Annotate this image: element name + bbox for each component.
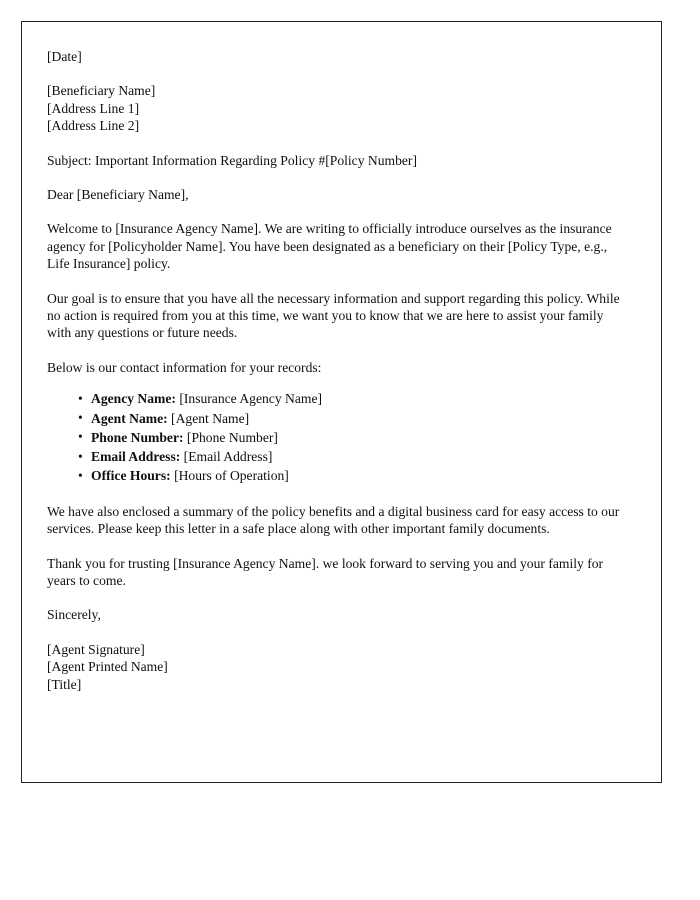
- letter-body: [22, 22, 661, 693]
- contact-value: [Agent Name]: [171, 410, 250, 426]
- recipient-name: [Beneficiary Name]: [47, 83, 156, 99]
- letter-page-frame: [21, 21, 662, 783]
- valediction: Sincerely,: [47, 607, 101, 623]
- subject-line: Subject: Important Information Regarding Policy #[Policy Number]: [47, 152, 417, 168]
- paragraph-welcome: Welcome to [Insurance Agency Name]. We are writing to officially introduce ourselves as the insurance agency for [Policyholder Name]. You have been designated as a beneficiary on their [Policy Type, e.g., Life Insurance] policy.: [47, 221, 612, 272]
- salutation: Dear [Beneficiary Name],: [47, 187, 189, 203]
- contact-value: [Insurance Agency Name]: [179, 391, 323, 407]
- list-item: [47, 409, 631, 428]
- contact-value: [Phone Number]: [186, 429, 278, 445]
- contact-label: Agency Name:: [91, 391, 176, 407]
- paragraph-goal: Our goal is to ensure that you have all the necessary information and support regarding this policy. While no action is required from you at this time, we want you to know that we are here to assist your family with any questions or future needs.: [47, 290, 620, 341]
- contact-information-list: [47, 389, 631, 485]
- date-line: [Date]: [47, 49, 82, 64]
- recipient-address-line-2: [Address Line 2]: [47, 118, 140, 134]
- agent-printed-name: [Agent Printed Name]: [47, 659, 168, 675]
- paragraph-thank-you: Thank you for trusting [Insurance Agency Name]. we look forward to serving you and your family for years to come.: [47, 555, 604, 588]
- list-item: [47, 447, 631, 466]
- paragraph-enclosures: We have also enclosed a summary of the policy benefits and a digital business card for easy access to our services. Please keep this letter in a safe place along with other important family documents.: [47, 503, 620, 537]
- contact-intro: Below is our contact information for your records:: [47, 359, 322, 375]
- contact-value: [Hours of Operation]: [174, 468, 289, 484]
- recipient-address-line-1: [Address Line 1]: [47, 100, 140, 116]
- list-item: [47, 389, 631, 408]
- recipient-address-block: [47, 82, 631, 134]
- list-item: [47, 428, 631, 447]
- signature-block: [47, 641, 631, 693]
- list-item: [47, 466, 631, 485]
- agent-title: [Title]: [47, 676, 82, 692]
- contact-value: [Email Address]: [183, 449, 273, 465]
- contact-label: Office Hours:: [91, 468, 171, 484]
- contact-label: Phone Number:: [91, 429, 184, 445]
- contact-label: Email Address:: [91, 449, 181, 465]
- contact-label: Agent Name:: [91, 410, 168, 426]
- agent-signature-placeholder: [Agent Signature]: [47, 641, 145, 657]
